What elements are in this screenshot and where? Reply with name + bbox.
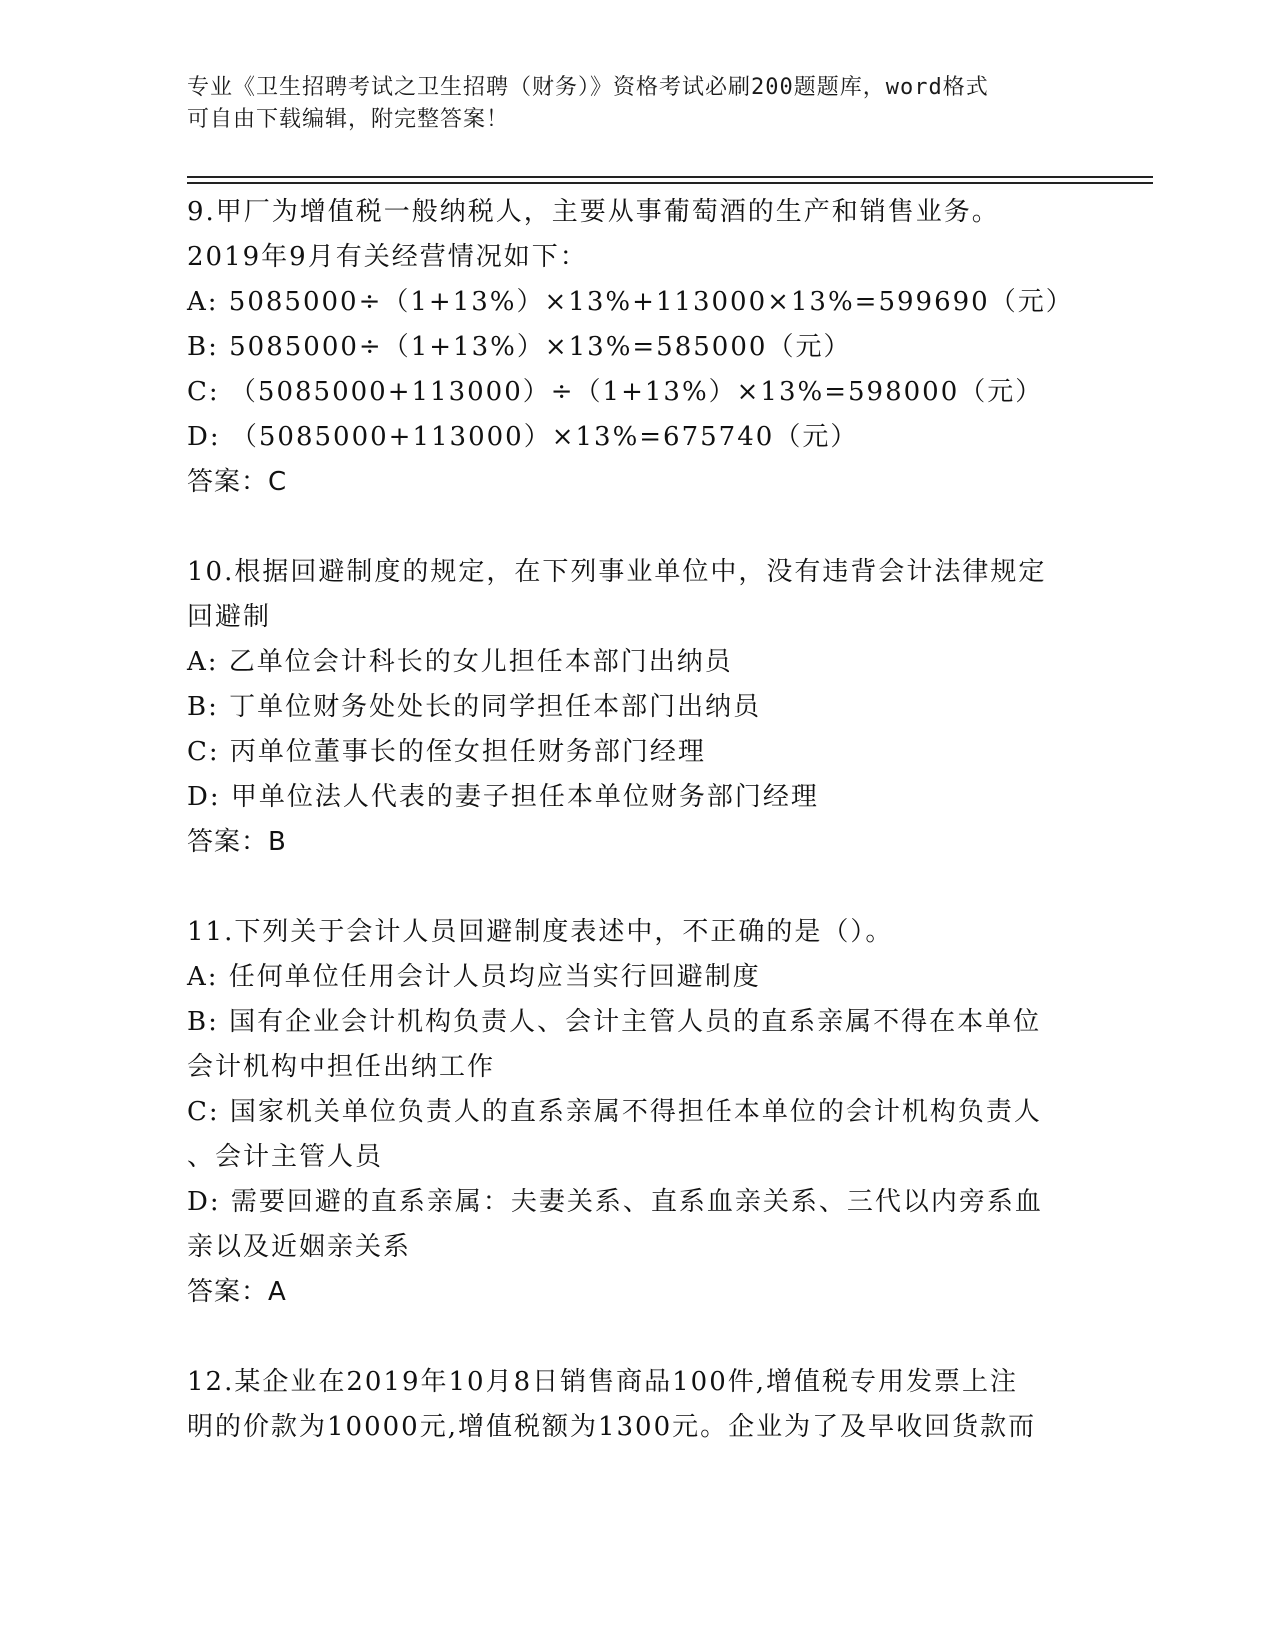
question-list (187, 190, 1077, 1450)
option-d: D: 甲单位法人代表的妻子担任本单位财务部门经理 (187, 782, 819, 812)
question-stem-line: 10.根据回避制度的规定，在下列事业单位中，没有违背会计法律规定 (187, 557, 1047, 587)
answer: 答案：C (187, 467, 288, 497)
answer: 答案：B (187, 827, 287, 857)
option-a: A: 任何单位任用会计人员均应当实行回避制度 (187, 962, 761, 992)
option-b: B: 5085000÷（1+13%）×13%=585000（元） (187, 332, 852, 362)
header-rule-bottom (187, 182, 1153, 184)
header-line-1: 专业《卫生招聘考试之卫生招聘（财务）》资格考试必刷200题题库，word格式 (187, 75, 989, 100)
option-c: C: （5085000+113000）÷（1+13%）×13%=598000（元） (187, 377, 1044, 407)
spacer (187, 1315, 1077, 1360)
option-b: B: 国有企业会计机构负责人、会计主管人员的直系亲属不得在本单位 (187, 1007, 1042, 1037)
answer: 答案：A (187, 1277, 287, 1307)
option-a: A: 5085000÷（1+13%）×13%+113000×13%=599690（元） (187, 287, 1074, 317)
option-b: B: 丁单位财务处处长的同学担任本部门出纳员 (187, 692, 762, 722)
question-12 (187, 1360, 1077, 1450)
option-a: A: 乙单位会计科长的女儿担任本部门出纳员 (187, 647, 733, 677)
question-stem-line: 2019年9月有关经营情况如下： (187, 242, 588, 272)
header-line-2: 可自由下载编辑，附完整答案！ (187, 107, 510, 132)
option-c: C: 国家机关单位负责人的直系亲属不得担任本单位的会计机构负责人 (187, 1097, 1042, 1127)
question-11 (187, 910, 1077, 1315)
spacer (187, 865, 1077, 910)
document-header (187, 72, 1067, 136)
header-rule-top (187, 176, 1153, 178)
option-d: D: （5085000+113000）×13%=675740（元） (187, 422, 859, 452)
option-b-continued: 会计机构中担任出纳工作 (187, 1052, 496, 1082)
option-c-continued: 、会计主管人员 (187, 1142, 384, 1172)
question-stem-line: 明的价款为10000元,增值税额为1300元。企业为了及早收回货款而 (187, 1412, 1037, 1442)
question-9 (187, 190, 1077, 505)
question-stem-line: 12.某企业在2019年10月8日销售商品100件,增值税专用发票上注 (187, 1367, 1019, 1397)
option-d-continued: 亲以及近姻亲关系 (187, 1232, 412, 1262)
spacer (187, 505, 1077, 550)
question-stem-line: 9.甲厂为增值税一般纳税人，主要从事葡萄酒的生产和销售业务。 (187, 197, 1000, 227)
question-10 (187, 550, 1077, 865)
question-stem-line: 11.下列关于会计人员回避制度表述中，不正确的是（）。 (187, 917, 894, 947)
question-stem-line: 回避制 (187, 602, 272, 632)
option-c: C: 丙单位董事长的侄女担任财务部门经理 (187, 737, 706, 767)
option-d: D: 需要回避的直系亲属：夫妻关系、直系血亲关系、三代以内旁系血 (187, 1187, 1043, 1217)
